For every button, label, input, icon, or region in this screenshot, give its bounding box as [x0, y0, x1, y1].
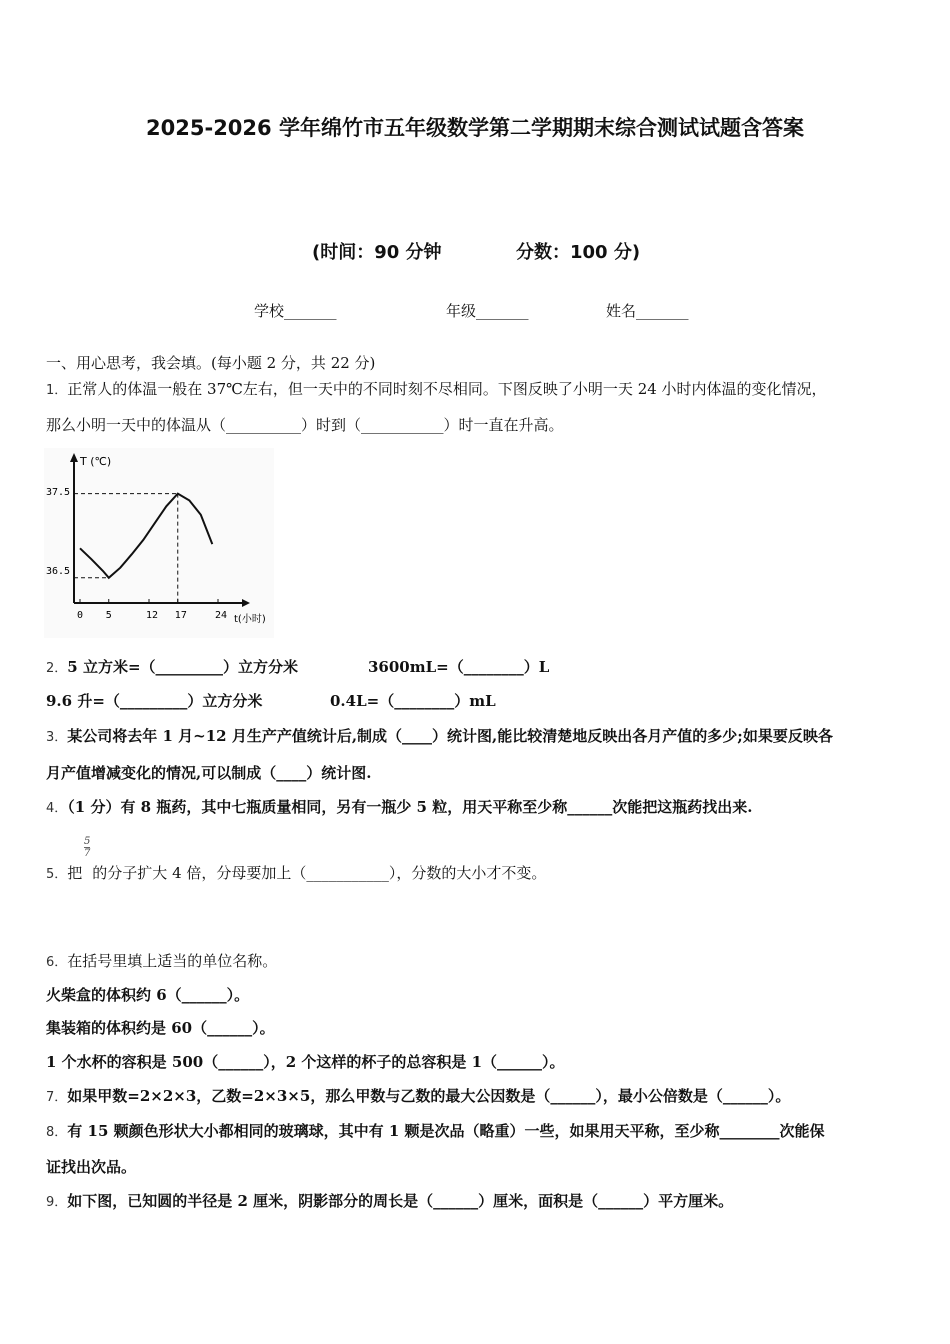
question-text-before: 把 [67, 864, 83, 882]
question-text: 有 15 颗颜色形状大小都相同的玻璃球，其中有 1 颗是次品（略重）一些，如果用天平称，至少称________次能保 [67, 1122, 825, 1140]
question-2-row1 [46, 656, 298, 677]
temperature-chart [44, 448, 274, 638]
page-title: 2025-2026 学年绵竹市五年级数学第二学期期末综合测试试题含答案 [146, 116, 804, 140]
question-text: 如下图，已知圆的半径是 2 厘米，阴影部分的周长是（______）厘米，面积是（______）平方厘米。 [67, 1192, 734, 1210]
q2-part-b-text: 3600mL=（________）L [368, 658, 550, 676]
q2-part-c-text: 9.6 升=（_________）立方分米 [46, 692, 263, 710]
question-1 [46, 378, 827, 399]
x-tick-label: 17 [174, 610, 187, 621]
question-4 [46, 796, 752, 817]
x-tick-label: 12 [146, 610, 159, 621]
question-5 [46, 862, 546, 883]
question-text: 在括号里填上适当的单位名称。 [67, 952, 278, 970]
question-text: 正常人的体温一般在 37℃左右，但一天中的不同时刻不尽相同。下图反映了小明一天 24 小时内体温的变化情况， [67, 380, 827, 398]
question-number: 4． [46, 801, 68, 816]
question-text: 证找出次品。 [46, 1158, 137, 1176]
y-tick-label: 37.5 [46, 487, 71, 498]
question-text: （1 分）有 8 瓶药，其中七瓶质量相同，另有一瓶少 5 粒，用天平称至少称______次能把这瓶药找出来. [67, 798, 753, 816]
fraction-numerator: 5 [84, 836, 91, 847]
q2-part-b [368, 656, 549, 677]
question-9 [46, 1190, 733, 1211]
y-axis-label: T (℃) [80, 455, 112, 468]
question-3-cont [46, 762, 371, 783]
school-field[interactable]: 学校_______ [254, 302, 337, 320]
x-tick-label: 0 [77, 610, 84, 621]
question-text-after: 的分子扩大 4 倍，分母要加上（___________），分数的大小才不变。 [92, 864, 547, 882]
fraction-denominator: 7 [84, 848, 91, 859]
question-text: 火柴盒的体积约 6（______）。 [46, 986, 250, 1004]
question-number: 5． [46, 867, 68, 882]
question-7 [46, 1085, 790, 1106]
q6-line-3 [46, 1051, 565, 1072]
q2-part-a: 5 立方米=（_________）立方分米 [67, 658, 299, 676]
question-text: 1 个水杯的容积是 500（______），2 个这样的杯子的总容积是 1（______）。 [46, 1053, 565, 1071]
x-tick-label: 5 [105, 610, 112, 621]
section-heading: 一、用心思考，我会填。(每小题 2 分，共 22 分) [46, 354, 376, 372]
question-8 [46, 1120, 825, 1141]
grade-field[interactable]: 年级_______ [446, 302, 529, 320]
q6-line-1 [46, 984, 249, 1005]
fraction-5-7 [84, 836, 90, 859]
question-3 [46, 725, 833, 746]
q2-part-c [46, 690, 262, 711]
q2-part-d [330, 690, 496, 711]
question-number: 8． [46, 1125, 68, 1140]
question-number: 3． [46, 730, 68, 745]
exam-score: 分数：100 分) [516, 242, 641, 263]
question-text: 某公司将去年 1 月~12 月生产产值统计后,制成（____）统计图,能比较清楚地反映出各月产值的多少;如果要反映各 [67, 727, 833, 745]
question-text: 如果甲数=2×2×3，乙数=2×3×5，那么甲数与乙数的最大公因数是（______），最小公倍数是（______）。 [67, 1087, 791, 1105]
question-1-cont: 那么小明一天中的体温从（__________）时到（___________）时一直在升高。 [46, 416, 564, 434]
question-text: 集装箱的体积约是 60（______）。 [46, 1019, 275, 1037]
question-number: 1． [46, 383, 68, 398]
x-axis-label: t(小时) [234, 614, 266, 625]
x-tick-label: 24 [215, 610, 228, 621]
question-6 [46, 950, 277, 971]
question-number: 9． [46, 1195, 68, 1210]
exam-time: (时间：90 分钟 [312, 242, 442, 263]
y-tick-label: 36.5 [46, 566, 71, 577]
q2-part-d-text: 0.4L=（________）mL [330, 692, 496, 710]
question-8-cont [46, 1156, 136, 1177]
q6-line-2 [46, 1017, 275, 1038]
question-text: 月产值增减变化的情况,可以制成（____）统计图. [46, 764, 372, 782]
name-field[interactable]: 姓名_______ [606, 302, 689, 320]
question-number: 2． [46, 661, 68, 676]
question-number: 6． [46, 955, 68, 970]
question-number: 7． [46, 1090, 68, 1105]
